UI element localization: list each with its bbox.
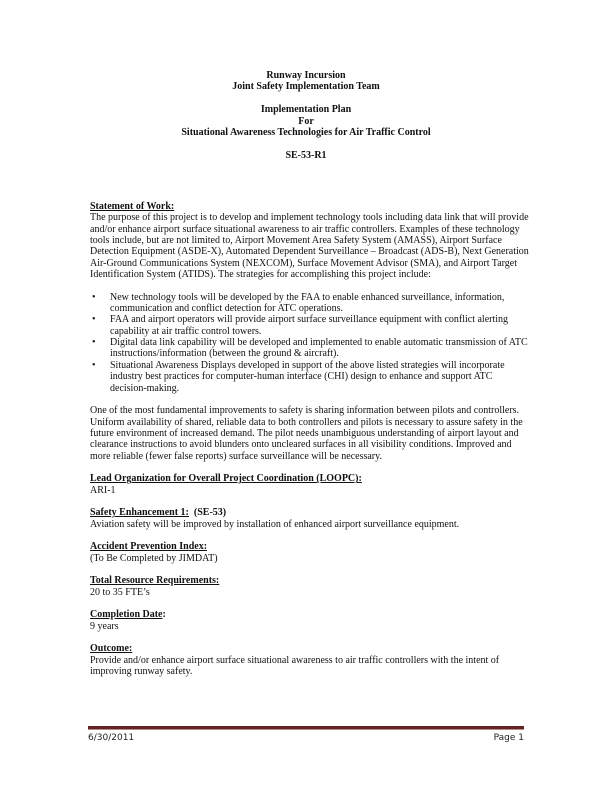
title-line-2: Joint Safety Implementation Team [232, 81, 380, 93]
loopc-value: ARI-1 [90, 484, 116, 496]
page-footer [88, 733, 524, 743]
resources-heading: Total Resource Requirements: [90, 575, 220, 587]
bullet-icon: • [92, 359, 96, 371]
title-line-3: Implementation Plan [260, 104, 352, 116]
safety-enhancement-heading: Safety Enhancement 1: [90, 507, 189, 519]
statement-of-work-heading: Statement of Work: [90, 201, 175, 212]
title-line-4: For [298, 115, 314, 127]
list-item-text: FAA and airport operators will provide airport surface surveillance equipment with conflict alerting capability at air traffic control towers. [110, 314, 509, 337]
loopc-heading: Lead Organization for Overall Project Coordination (LOOPC): [90, 473, 362, 485]
bullet-icon: • [92, 291, 96, 303]
completion-date-value: 9 years [90, 620, 119, 632]
outcome-value: Provide and/or enhance airport surface situational awareness to air traffic controllers with the intent of improving runway safety. [90, 654, 500, 678]
list-item [90, 292, 530, 315]
page-number: Page 1 [493, 733, 524, 743]
list-item [90, 337, 530, 360]
safety-enhancement-value: Aviation safety will be improved by installation of enhanced airport surveillance equipment. [90, 518, 460, 530]
list-item-text: Situational Awareness Displays developed in support of the above listed strategies will incorporate industry best practices for computer-human interface (CHI) design to enhance and support ATC decision-making. [110, 359, 505, 394]
footer-rule-thin [88, 729, 524, 730]
safety-enhancement-tag: (SE-53) [193, 507, 227, 519]
list-item [90, 360, 530, 394]
completion-date-heading: Completion Date [90, 609, 163, 621]
accident-prevention-heading: Accident Prevention Index: [90, 541, 208, 553]
resources-value: 20 to 35 FTE’s [90, 586, 150, 598]
document-id: SE-53-R1 [285, 149, 327, 161]
document-body [90, 201, 530, 677]
list-item-text: New technology tools will be developed by the FAA to enable enhanced surveillance, information, communication and conflict detection for ATC operations. [110, 291, 505, 315]
bullet-icon: • [92, 314, 96, 326]
footer-date: 6/30/2011 [88, 733, 135, 743]
title-block [90, 70, 522, 161]
list-item [90, 314, 530, 337]
title-line-1: Runway Incursion [266, 70, 346, 81]
strategies-list [90, 292, 530, 394]
completion-date-colon: : [162, 609, 166, 621]
title-line-5: Situational Awareness Technologies for Air Traffic Control [181, 127, 431, 139]
statement-of-work-paragraph: The purpose of this project is to develop and implement technology tools including data link that will provide and/or enhance airport surface situational awareness to air traffic controllers. Examples of these technology tools include, but are not limited to, Airport Movement Area Safety System (AMASS), Airport Surface Detection Equipment (ASDE-X), Automated Dependent Surveillance – Broadcast (ADS-B), Next Generation Air-Ground Communications System (NEXCOM), Surface Movement Advisor (SMA), and Airport Target Identification System (ATIDS). The strategies for accomplishing this project include: [90, 212, 529, 281]
fundamental-improvements-paragraph: One of the most fundamental improvements to safety is sharing information between pilots and controllers. Uniform availability of shared, reliable data to both controllers and pilots is necessary to assure safety in the future environment of increased demand. The pilot needs unambiguous understanding of airport layout and clearance instructions to avoid blunders onto uncleared surfaces in all visibility conditions. Improved and more reliable (fewer false reports) surface surveillance will be necessary. [90, 405, 523, 462]
list-item-text: Digital data link capability will be developed and implemented to enable automatic transmission of ATC instructions/information (between the ground & aircraft). [110, 337, 528, 360]
accident-prevention-value: (To Be Completed by JIMDAT) [90, 552, 218, 564]
bullet-icon: • [92, 337, 96, 349]
outcome-heading: Outcome: [90, 643, 133, 655]
